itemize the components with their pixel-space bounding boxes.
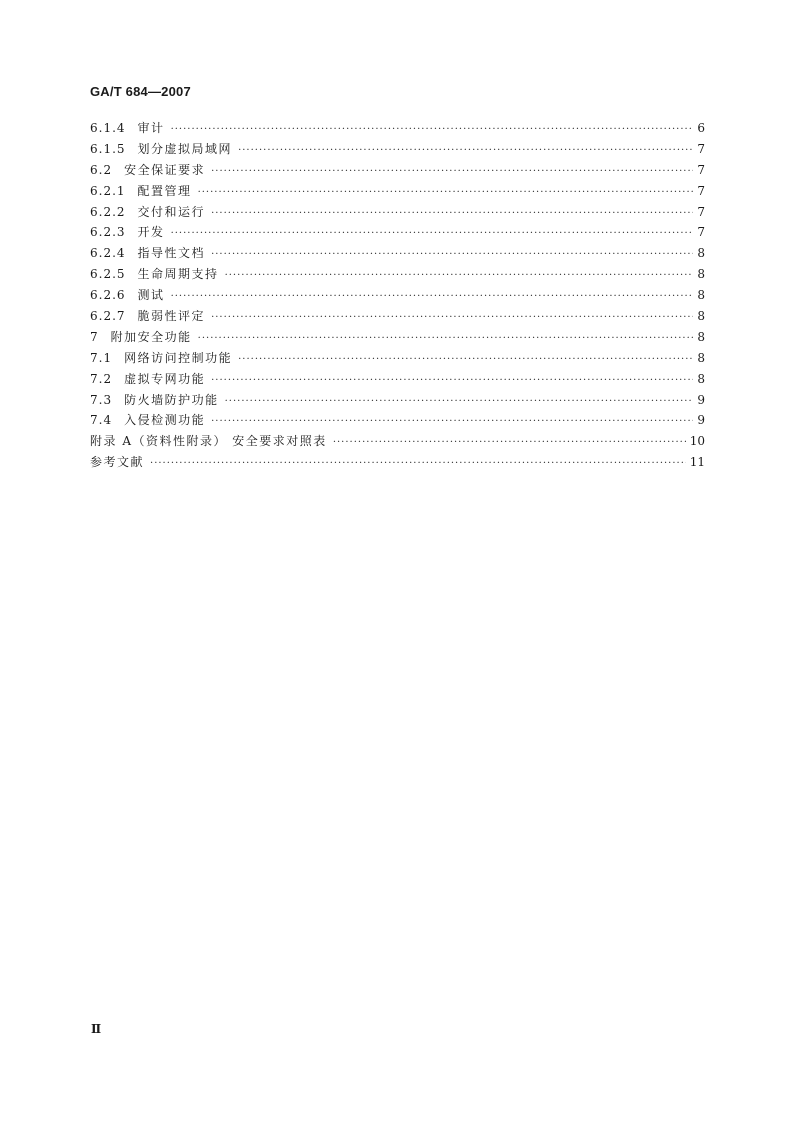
toc-leader-dots bbox=[211, 312, 693, 323]
toc-appendix-label: 附录 A bbox=[90, 434, 133, 449]
toc-leader-dots bbox=[150, 458, 686, 469]
toc-section-title: 安全保证要求 bbox=[124, 162, 206, 177]
toc-entry[interactable] bbox=[90, 223, 705, 244]
toc-section-title: 脆弱性评定 bbox=[137, 309, 206, 324]
toc-label bbox=[90, 203, 205, 220]
toc-label bbox=[90, 265, 219, 282]
toc-leader-dots bbox=[211, 416, 693, 427]
toc-section-title: 生命周期支持 bbox=[137, 267, 219, 282]
toc-section-number: 6.2.5 bbox=[90, 267, 126, 282]
toc-section-title: 网络访问控制功能 bbox=[124, 350, 233, 365]
toc-section-number: 6.2.4 bbox=[90, 246, 126, 261]
toc-section-title: （资料性附录） 安全要求对照表 bbox=[132, 434, 327, 449]
toc-section-title: 配置管理 bbox=[137, 183, 192, 198]
toc-section-number: 6.1.4 bbox=[90, 121, 126, 135]
toc-page-number: 9 bbox=[697, 413, 705, 428]
toc-entry[interactable] bbox=[90, 391, 705, 412]
toc-leader-dots bbox=[198, 187, 693, 198]
toc-leader-dots bbox=[225, 270, 693, 281]
toc-section-number: 6.2.7 bbox=[90, 309, 126, 324]
toc-section-number: 6.2.1 bbox=[90, 183, 126, 198]
toc-section-title: 防火墙防护功能 bbox=[124, 392, 219, 407]
toc-leader-dots bbox=[171, 124, 693, 135]
toc-label bbox=[90, 328, 192, 345]
toc-section-title: 参考文献 bbox=[90, 455, 145, 470]
toc-page-number: 9 bbox=[697, 392, 705, 407]
toc-entry[interactable] bbox=[90, 161, 705, 182]
toc-label bbox=[90, 432, 327, 449]
toc-entry[interactable] bbox=[90, 119, 705, 140]
toc-leader-dots bbox=[211, 249, 693, 260]
toc-entry[interactable] bbox=[90, 182, 705, 203]
toc-label bbox=[90, 223, 165, 240]
toc-leader-dots bbox=[333, 437, 686, 448]
toc-section-title: 入侵检测功能 bbox=[124, 413, 206, 428]
toc-page-number: 7 bbox=[697, 204, 705, 219]
toc-page-number: 7 bbox=[697, 162, 705, 177]
toc-section-title: 划分虚拟局域网 bbox=[137, 141, 233, 156]
toc-label bbox=[90, 140, 232, 157]
table-of-contents bbox=[90, 119, 705, 474]
toc-label bbox=[90, 161, 205, 178]
toc-section-number: 6.1.5 bbox=[90, 141, 126, 156]
toc-leader-dots bbox=[225, 396, 693, 407]
toc-label bbox=[90, 119, 165, 136]
toc-page-number: 8 bbox=[697, 371, 705, 386]
toc-section-title: 附加安全功能 bbox=[110, 329, 192, 344]
toc-leader-dots bbox=[211, 208, 693, 219]
toc-entry-references[interactable] bbox=[90, 453, 705, 474]
toc-section-title: 开发 bbox=[137, 225, 165, 240]
toc-entry[interactable] bbox=[90, 244, 705, 265]
toc-entry[interactable] bbox=[90, 411, 705, 432]
toc-label bbox=[90, 307, 205, 324]
toc-label bbox=[90, 349, 232, 366]
toc-section-title: 交付和运行 bbox=[137, 204, 206, 219]
toc-entry[interactable] bbox=[90, 349, 705, 370]
toc-section-number: 7.1 bbox=[90, 350, 113, 365]
toc-section-number: 6.2.6 bbox=[90, 288, 126, 303]
toc-leader-dots bbox=[171, 228, 693, 239]
toc-entry[interactable] bbox=[90, 370, 705, 391]
toc-page-number: 11 bbox=[689, 455, 705, 470]
toc-label bbox=[90, 244, 205, 261]
document-code: GA/T 684—2007 bbox=[90, 84, 191, 99]
page-number: Ⅱ bbox=[91, 1022, 102, 1036]
toc-entry[interactable] bbox=[90, 286, 705, 307]
toc-section-title: 指导性文档 bbox=[137, 246, 206, 261]
toc-label bbox=[90, 453, 144, 470]
toc-leader-dots bbox=[211, 375, 693, 386]
toc-label bbox=[90, 370, 205, 387]
toc-label bbox=[90, 391, 219, 408]
toc-page-number: 8 bbox=[697, 288, 705, 303]
toc-section-number: 6.2 bbox=[90, 162, 113, 177]
toc-page-number: 7 bbox=[697, 183, 705, 198]
toc-section-title: 虚拟专网功能 bbox=[124, 371, 206, 386]
toc-entry[interactable] bbox=[90, 265, 705, 286]
toc-leader-dots bbox=[238, 145, 693, 156]
toc-entry[interactable] bbox=[90, 307, 705, 328]
toc-label bbox=[90, 286, 165, 303]
toc-page-number: 10 bbox=[689, 434, 705, 449]
toc-section-number: 6.2.2 bbox=[90, 204, 126, 219]
toc-entry[interactable] bbox=[90, 140, 705, 161]
toc-leader-dots bbox=[238, 354, 693, 365]
toc-page-number: 7 bbox=[697, 225, 705, 240]
toc-page-number: 6 bbox=[697, 121, 705, 135]
toc-entry[interactable] bbox=[90, 203, 705, 224]
toc-page-number: 7 bbox=[697, 141, 705, 156]
toc-entry[interactable] bbox=[90, 328, 705, 349]
toc-page-number: 8 bbox=[697, 329, 705, 344]
toc-entry-appendix[interactable] bbox=[90, 432, 705, 453]
toc-leader-dots bbox=[198, 333, 693, 344]
toc-leader-dots bbox=[171, 291, 693, 302]
toc-section-number: 7.2 bbox=[90, 371, 113, 386]
toc-section-number: 7 bbox=[90, 329, 99, 344]
toc-page-number: 8 bbox=[697, 267, 705, 282]
toc-section-number: 7.3 bbox=[90, 392, 113, 407]
toc-page-number: 8 bbox=[697, 309, 705, 324]
toc-section-title: 审计 bbox=[137, 121, 165, 135]
toc-section-number: 6.2.3 bbox=[90, 225, 126, 240]
toc-section-number: 7.4 bbox=[90, 413, 113, 428]
toc-page-number: 8 bbox=[697, 246, 705, 261]
toc-label bbox=[90, 182, 192, 199]
toc-label bbox=[90, 411, 205, 428]
toc-page-number: 8 bbox=[697, 350, 705, 365]
toc-section-title: 测试 bbox=[137, 288, 165, 303]
toc-leader-dots bbox=[211, 166, 693, 177]
